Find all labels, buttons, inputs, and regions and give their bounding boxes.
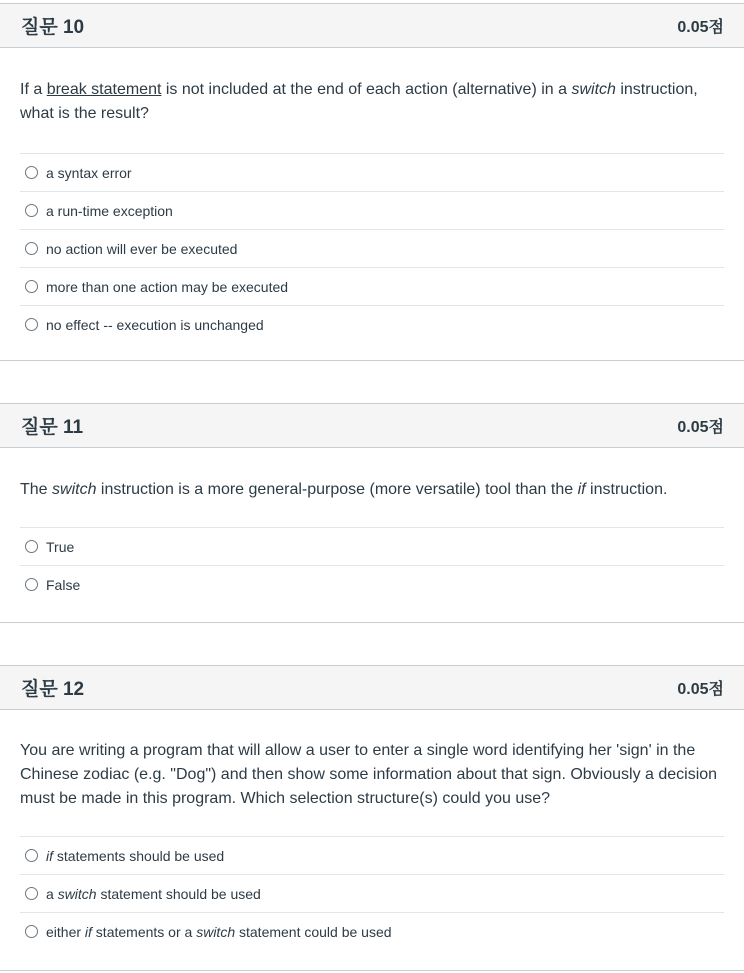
- question-title: 질문 11: [21, 417, 84, 438]
- question-header: [0, 666, 744, 710]
- answer-option[interactable]: [20, 566, 724, 603]
- answer-label: more than one action may be executed: [46, 278, 289, 295]
- question-11: [0, 403, 744, 623]
- answer-label: either if statements or a switch statement could be used: [46, 923, 392, 940]
- question-points: 0.05점: [677, 19, 724, 36]
- answer-list: [20, 153, 724, 343]
- answer-option[interactable]: [20, 875, 724, 913]
- radio-button[interactable]: [25, 887, 38, 900]
- break-statement-link[interactable]: break statement: [46, 81, 162, 98]
- answer-option[interactable]: [20, 268, 724, 306]
- question-text: If a break statement is not included at the end of each action (alternative) in a switch instruction, what is the result?: [20, 81, 698, 122]
- question-title: 질문 10: [21, 17, 85, 38]
- answer-option[interactable]: [20, 913, 724, 950]
- answer-option[interactable]: [20, 154, 724, 192]
- radio-button[interactable]: [25, 849, 38, 862]
- question-header: [0, 404, 744, 448]
- question-points: 0.05점: [677, 419, 724, 436]
- answer-label: if statements should be used: [46, 847, 225, 864]
- answer-label: a switch statement should be used: [46, 885, 261, 902]
- answer-label: False: [46, 576, 81, 593]
- answer-option[interactable]: [20, 192, 724, 230]
- radio-button[interactable]: [25, 204, 38, 217]
- answer-option[interactable]: [20, 837, 724, 875]
- answer-option[interactable]: [20, 528, 724, 566]
- question-title: 질문 12: [21, 679, 85, 700]
- answer-label: True: [46, 538, 75, 555]
- answer-label: no action will ever be executed: [46, 240, 238, 257]
- radio-button[interactable]: [25, 242, 38, 255]
- answer-label: a run-time exception: [46, 202, 173, 219]
- answer-option[interactable]: [20, 230, 724, 268]
- question-header: [0, 4, 744, 48]
- radio-button[interactable]: [25, 925, 38, 938]
- radio-button[interactable]: [25, 540, 38, 553]
- question-text: The switch instruction is a more general-purpose (more versatile) tool than the if instruction.: [20, 481, 668, 498]
- answer-label: no effect -- execution is unchanged: [46, 316, 264, 333]
- answer-list: [20, 836, 724, 950]
- question-10: [0, 3, 744, 361]
- question-points: 0.05점: [677, 681, 724, 698]
- answer-list: [20, 527, 724, 603]
- radio-button[interactable]: [25, 166, 38, 179]
- question-text: You are writing a program that will allow a user to enter a single word identifying her 'sign' in the Chinese zodiac (e.g. "Dog") and then show some information about that sign. Obviously a decision must be made in this program. Which selection structure(s) could you use?: [20, 742, 718, 807]
- radio-button[interactable]: [25, 280, 38, 293]
- question-12: [0, 665, 744, 971]
- radio-button[interactable]: [25, 578, 38, 591]
- answer-label: a syntax error: [46, 164, 132, 181]
- radio-button[interactable]: [25, 318, 38, 331]
- answer-option[interactable]: [20, 306, 724, 343]
